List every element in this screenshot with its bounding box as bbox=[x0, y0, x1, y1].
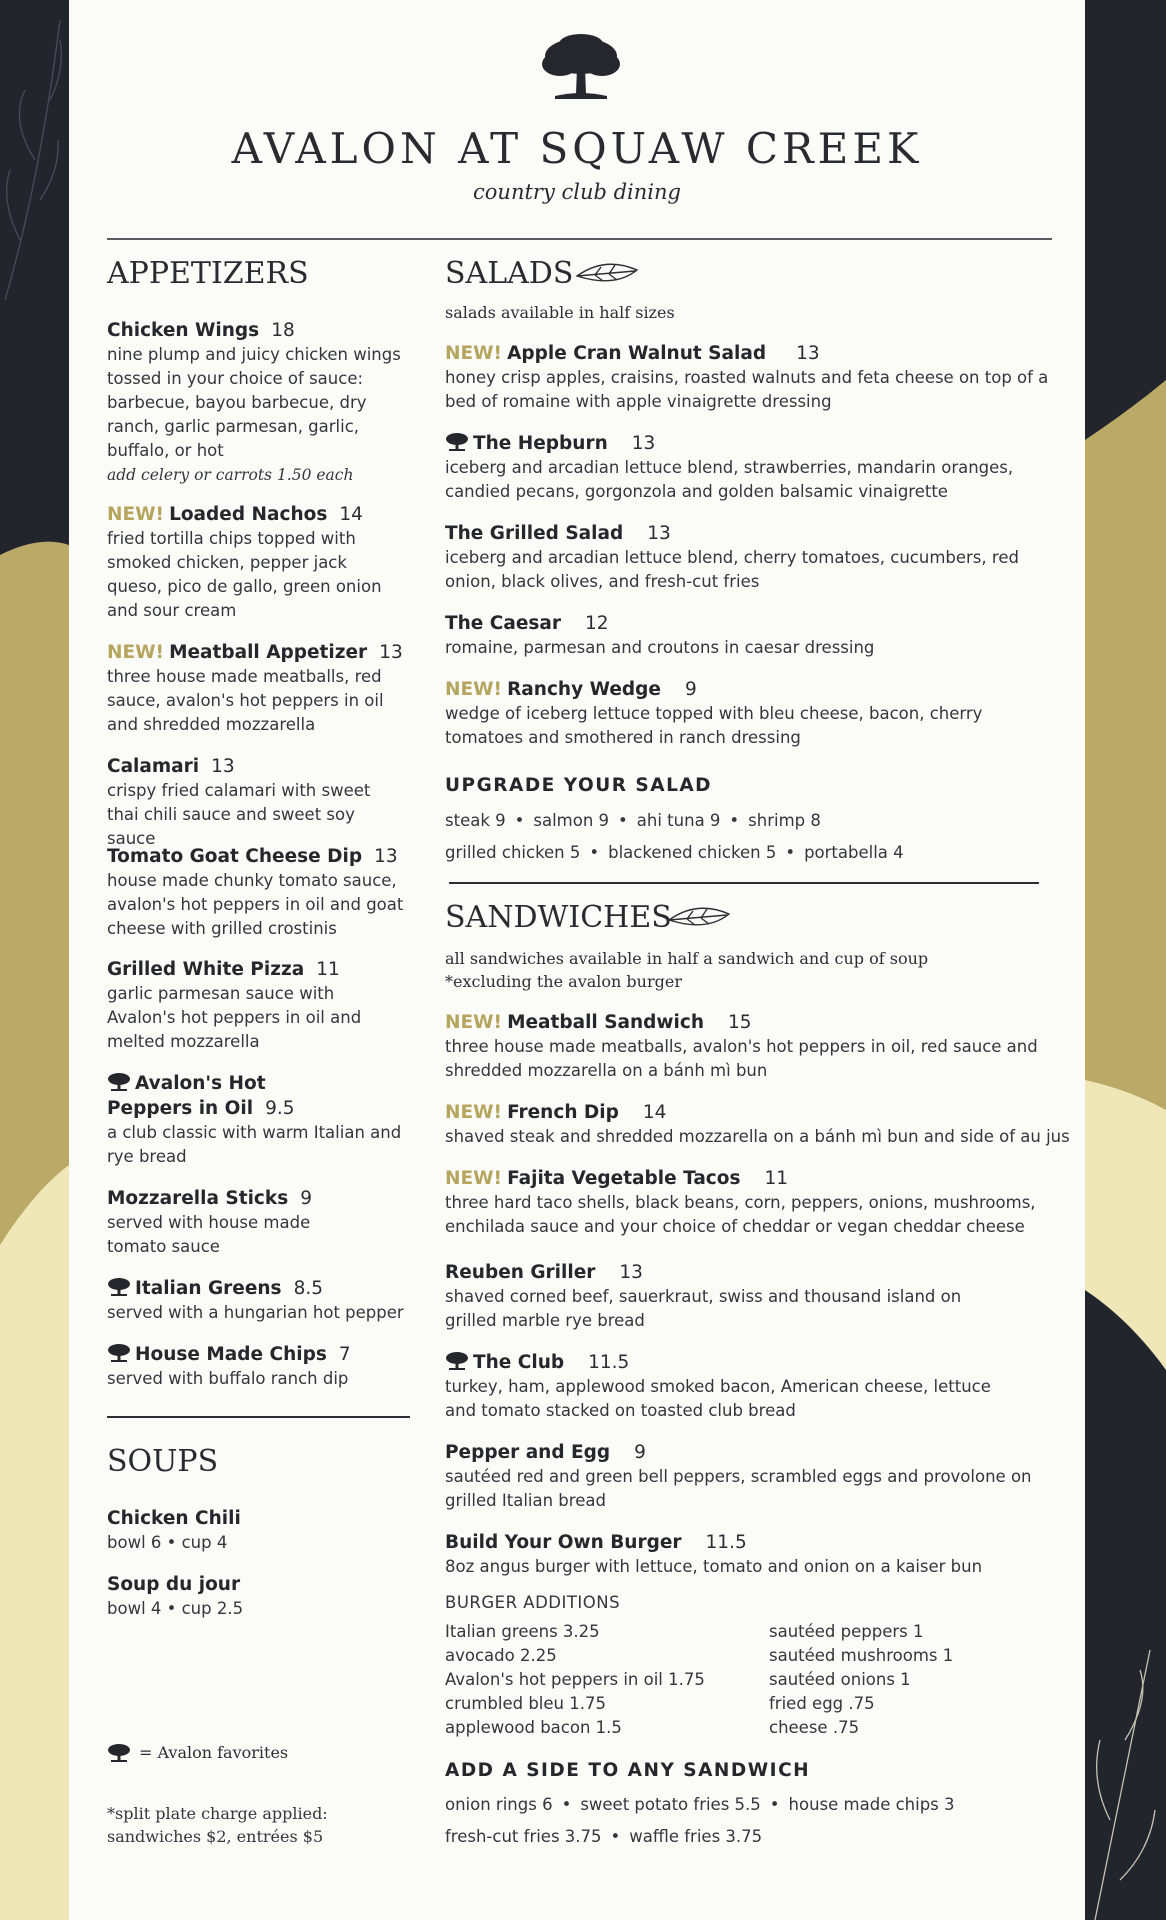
item-price: 7 bbox=[338, 1344, 351, 1365]
item-price: 11.5 bbox=[705, 1532, 747, 1553]
favorites-legend: = Avalon favorites bbox=[139, 1743, 289, 1762]
burger-addition: applewood bacon 1.5 bbox=[445, 1718, 622, 1737]
burger-addition: avocado 2.25 bbox=[445, 1646, 557, 1665]
menu-item bbox=[445, 677, 1060, 750]
item-price: 11.5 bbox=[588, 1352, 630, 1373]
item-description: sautéed red and green bell peppers, scrambled eggs and provolone on grilled Italian bread bbox=[445, 1467, 1032, 1510]
item-name: Avalon's Hot Peppers in Oil bbox=[107, 1073, 266, 1119]
item-description: served with a hungarian hot pepper bbox=[107, 1303, 404, 1322]
favorite-tree-icon bbox=[107, 1343, 131, 1363]
item-price: 9 bbox=[634, 1442, 646, 1463]
item-description: iceberg and arcadian lettuce blend, cherry tomatoes, cucumbers, red onion, black olives, and fresh-cut fries bbox=[445, 548, 1019, 591]
side-options-line-2: fresh-cut fries 3.75 • waffle fries 3.75 bbox=[445, 1827, 763, 1846]
new-badge: NEW! bbox=[107, 642, 164, 663]
menu-item bbox=[107, 1572, 407, 1621]
item-description: romaine, parmesan and croutons in caesar dressing bbox=[445, 638, 875, 657]
item-description: shaved corned beef, sauerkraut, swiss and thousand island on grilled marble rye bread bbox=[445, 1287, 962, 1330]
burger-additions-heading: BURGER ADDITIONS bbox=[445, 1593, 621, 1612]
favorite-tree-icon bbox=[107, 1743, 131, 1763]
item-note: add celery or carrots 1.50 each bbox=[107, 466, 354, 484]
item-price: 9.5 bbox=[265, 1098, 295, 1119]
item-price: 13 bbox=[631, 433, 656, 454]
item-price: 11 bbox=[316, 959, 340, 980]
item-name: Mozzarella Sticks bbox=[107, 1188, 289, 1209]
new-badge: NEW! bbox=[445, 1102, 502, 1123]
item-name: Apple Cran Walnut Salad bbox=[507, 343, 767, 364]
burger-addition: fried egg .75 bbox=[769, 1694, 875, 1713]
leaf-icon bbox=[575, 262, 639, 286]
menu-item bbox=[107, 318, 407, 487]
favorite-tree-icon bbox=[107, 1277, 131, 1297]
item-description: shaved steak and shredded mozzarella on a bánh mì bun and side of au jus bbox=[445, 1127, 1070, 1146]
new-badge: NEW! bbox=[445, 679, 502, 700]
burger-addition: sautéed mushrooms 1 bbox=[769, 1646, 954, 1665]
menu-item bbox=[445, 431, 1060, 504]
menu-item bbox=[445, 1440, 1045, 1513]
item-description: bowl 4 • cup 2.5 bbox=[107, 1599, 244, 1618]
leaf-icon bbox=[667, 906, 731, 930]
appetizers-heading: APPETIZERS bbox=[107, 256, 309, 291]
item-name: Fajita Vegetable Tacos bbox=[507, 1168, 741, 1189]
item-description: a club classic with warm Italian and rye bread bbox=[107, 1123, 402, 1166]
menu-item bbox=[107, 1506, 407, 1555]
item-name: House Made Chips bbox=[135, 1344, 327, 1365]
split-charge-note: *split plate charge applied: bbox=[107, 1804, 328, 1823]
item-price: 14 bbox=[339, 504, 363, 525]
menu-item bbox=[107, 1186, 317, 1259]
item-description: three house made meatballs, avalon's hot peppers in oil, red sauce and shredded mozzarella on a bánh mì bun bbox=[445, 1037, 1038, 1080]
menu-item bbox=[445, 1530, 1060, 1579]
item-description: served with house made tomato sauce bbox=[107, 1213, 311, 1256]
item-name: The Caesar bbox=[445, 613, 562, 634]
item-name: Pepper and Egg bbox=[445, 1442, 611, 1463]
upgrade-options-line-2: grilled chicken 5 • blackened chicken 5 • portabella 4 bbox=[445, 843, 904, 862]
item-name: Meatball Sandwich bbox=[507, 1012, 704, 1033]
add-side-heading: ADD A SIDE TO ANY SANDWICH bbox=[445, 1760, 811, 1781]
item-description: iceberg and arcadian lettuce blend, strawberries, mandarin oranges, candied pecans, gorgonzola and golden balsamic vinaigrette bbox=[445, 458, 1014, 501]
appetizers-divider bbox=[107, 1416, 410, 1418]
new-badge: NEW! bbox=[445, 1168, 502, 1189]
item-description: garlic parmesan sauce with Avalon's hot peppers in oil and melted mozzarella bbox=[107, 984, 362, 1051]
item-price: 9 bbox=[300, 1188, 312, 1209]
item-description: bowl 6 • cup 4 bbox=[107, 1533, 228, 1552]
item-price: 13 bbox=[619, 1262, 643, 1283]
item-name: Build Your Own Burger bbox=[445, 1532, 682, 1553]
item-name: Loaded Nachos bbox=[169, 504, 328, 525]
item-name: Grilled White Pizza bbox=[107, 959, 305, 980]
salads-divider bbox=[449, 882, 1039, 884]
item-price: 13 bbox=[211, 756, 235, 777]
soups-heading: SOUPS bbox=[107, 1444, 219, 1479]
item-name: Tomato Goat Cheese Dip bbox=[107, 846, 363, 867]
item-name: Reuben Griller bbox=[445, 1262, 596, 1283]
upgrade-options-line-1: steak 9 • salmon 9 • ahi tuna 9 • shrimp 8 bbox=[445, 811, 821, 830]
item-name: The Grilled Salad bbox=[445, 523, 624, 544]
burger-addition: sautéed onions 1 bbox=[769, 1670, 911, 1689]
sandwiches-heading: SANDWICHES bbox=[445, 900, 672, 935]
item-name: Chicken Chili bbox=[107, 1508, 241, 1529]
item-price: 13 bbox=[374, 846, 398, 867]
header-divider bbox=[107, 238, 1052, 240]
item-price: 15 bbox=[728, 1012, 752, 1033]
item-description: served with buffalo ranch dip bbox=[107, 1369, 349, 1388]
burger-addition: Italian greens 3.25 bbox=[445, 1622, 600, 1641]
item-name: Ranchy Wedge bbox=[507, 679, 661, 700]
menu-item bbox=[107, 502, 407, 623]
item-price: 13 bbox=[379, 642, 403, 663]
item-description: house made chunky tomato sauce, avalon's hot peppers in oil and goat cheese with grilled crostinis bbox=[107, 871, 404, 938]
menu-item bbox=[445, 1350, 1005, 1423]
item-description: honey crisp apples, craisins, roasted walnuts and feta cheese on top of a bed of romaine with apple vinaigrette dressing bbox=[445, 368, 1049, 411]
item-name: Calamari bbox=[107, 756, 200, 777]
item-name: Italian Greens bbox=[135, 1278, 282, 1299]
item-description: wedge of iceberg lettuce topped with bleu cheese, bacon, cherry tomatoes and smothered in ranch dressing bbox=[445, 704, 983, 747]
item-price: 13 bbox=[647, 523, 671, 544]
item-price: 18 bbox=[271, 320, 295, 341]
item-price: 8.5 bbox=[293, 1278, 323, 1299]
item-description: three house made meatballs, red sauce, avalon's hot peppers in oil and shredded mozzarella bbox=[107, 667, 384, 734]
tagline: country club dining bbox=[473, 180, 681, 204]
item-name: The Hepburn bbox=[473, 433, 608, 454]
menu-item bbox=[445, 611, 1060, 660]
salads-heading: SALADS bbox=[445, 256, 574, 291]
new-badge: NEW! bbox=[445, 343, 502, 364]
item-description: nine plump and juicy chicken wings tossed in your choice of sauce: barbecue, bayou barbecue, dry ranch, garlic parmesan, garlic, buffalo, or hot bbox=[107, 345, 401, 460]
item-price: 14 bbox=[642, 1102, 667, 1123]
menu-item bbox=[107, 844, 407, 941]
sandwiches-exclusion: *excluding the avalon burger bbox=[445, 972, 682, 991]
item-price: 12 bbox=[585, 613, 609, 634]
burger-addition: sautéed peppers 1 bbox=[769, 1622, 924, 1641]
menu-item bbox=[107, 754, 407, 851]
burger-addition: cheese .75 bbox=[769, 1718, 860, 1737]
item-price: 9 bbox=[684, 679, 697, 700]
item-description: crispy fried calamari with sweet thai chili sauce and sweet soy sauce bbox=[107, 781, 371, 848]
menu-item bbox=[107, 1342, 407, 1391]
item-price: 13 bbox=[796, 343, 820, 364]
new-badge: NEW! bbox=[445, 1012, 502, 1033]
menu-item bbox=[445, 1010, 1060, 1083]
oak-tree-icon bbox=[540, 34, 622, 102]
salads-subtitle: salads available in half sizes bbox=[445, 303, 675, 322]
side-options-line-1: onion rings 6 • sweet potato fries 5.5 • house made chips 3 bbox=[445, 1795, 955, 1814]
menu-item-desc bbox=[107, 1121, 407, 1169]
menu-item bbox=[445, 1260, 965, 1333]
item-description: 8oz angus burger with lettuce, tomato and onion on a kaiser bun bbox=[445, 1557, 983, 1576]
item-name: Chicken Wings bbox=[107, 320, 260, 341]
restaurant-title: AVALON AT SQUAW CREEK bbox=[231, 124, 923, 173]
item-price: 11 bbox=[764, 1168, 789, 1189]
burger-addition: crumbled bleu 1.75 bbox=[445, 1694, 606, 1713]
favorite-tree-icon bbox=[107, 1072, 131, 1092]
split-charge-amounts: sandwiches $2, entrées $5 bbox=[107, 1827, 324, 1846]
upgrade-salad-heading: UPGRADE YOUR SALAD bbox=[445, 775, 713, 796]
menu-item bbox=[107, 640, 407, 737]
menu-item bbox=[107, 957, 407, 1054]
menu-item bbox=[445, 1100, 1070, 1149]
menu-item bbox=[445, 341, 1060, 414]
item-name: Soup du jour bbox=[107, 1574, 241, 1595]
menu-item bbox=[107, 1276, 407, 1325]
menu-item bbox=[445, 1166, 1060, 1239]
burger-addition: Avalon's hot peppers in oil 1.75 bbox=[445, 1670, 705, 1689]
favorite-tree-icon bbox=[445, 432, 469, 452]
item-description: fried tortilla chips topped with smoked chicken, pepper jack queso, pico de gallo, green onion and sour cream bbox=[107, 529, 382, 620]
item-name: The Club bbox=[473, 1352, 565, 1373]
new-badge: NEW! bbox=[107, 504, 164, 525]
menu-item bbox=[445, 521, 1060, 594]
item-description: three hard taco shells, black beans, corn, peppers, onions, mushrooms, enchilada sauce and your choice of cheddar or vegan cheddar cheese bbox=[445, 1193, 1036, 1236]
item-name: French Dip bbox=[507, 1102, 619, 1123]
item-name: Meatball Appetizer bbox=[169, 642, 368, 663]
item-description: turkey, ham, applewood smoked bacon, American cheese, lettuce and tomato stacked on toasted club bread bbox=[445, 1377, 991, 1420]
menu-item bbox=[107, 1071, 307, 1121]
sandwiches-subtitle: all sandwiches available in half a sandwich and cup of soup bbox=[445, 949, 929, 968]
favorite-tree-icon bbox=[445, 1351, 469, 1371]
